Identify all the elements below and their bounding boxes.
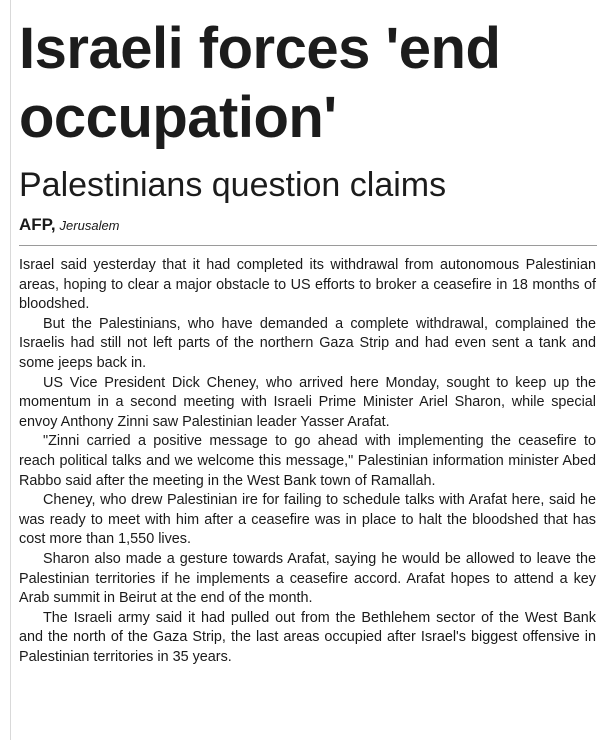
subheadline: Palestinians question claims bbox=[19, 166, 447, 204]
article-paragraph: But the Palestinians, who have demanded a complete withdrawal, complained the Israelis had still not left parts of the northern Gaza Strip and had even sent a tank and some jeeps back in. bbox=[19, 315, 596, 371]
byline-agency: AFP bbox=[19, 215, 51, 234]
article-paragraph: The Israeli army said it had pulled out from the Bethlehem sector of the West Bank and the north of the Gaza Strip, the last areas occupied after Israel's biggest offensive in Palestinian territories in 35 years. bbox=[19, 609, 596, 665]
byline-divider bbox=[19, 245, 597, 246]
article-paragraph: Israel said yesterday that it had completed its withdrawal from autonomous Palestinian areas, hoping to clear a major obstacle to US efforts to broker a ceasefire in 18 months of bloodshed. bbox=[19, 257, 596, 313]
byline bbox=[19, 215, 120, 235]
byline-separator: , bbox=[50, 215, 56, 234]
article-paragraph: "Zinni carried a positive message to go ahead with implementing the ceasefire to reach political talks and we welcome this message," Palestinian information minister Abed Rabbo said after the meeting in the West Bank town of Ramallah. bbox=[19, 433, 596, 489]
headline: Israeli forces 'end occupation' bbox=[19, 16, 501, 150]
article-paragraph: US Vice President Dick Cheney, who arrived here Monday, sought to keep up the momentum in a second meeting with Israeli Prime Minister Ariel Sharon, while special envoy Anthony Zinni saw Palestinian leader Yasser Arafat. bbox=[19, 374, 596, 430]
newspaper-clipping bbox=[10, 0, 606, 740]
article-paragraph: Sharon also made a gesture towards Arafat, saying he would be allowed to leave the Palestinian territories if he implements a ceasefire accord. Arafat hopes to attend a key Arab summit in Beirut at the end of the month. bbox=[19, 550, 596, 607]
byline-location: Jerusalem bbox=[59, 218, 120, 233]
article-body bbox=[19, 256, 596, 667]
article-paragraph: Cheney, who drew Palestinian ire for failing to schedule talks with Arafat here, said he was ready to meet with him after a ceasefire was in place to halt the bloodshed that has cost more than 1,550 lives. bbox=[19, 492, 596, 548]
